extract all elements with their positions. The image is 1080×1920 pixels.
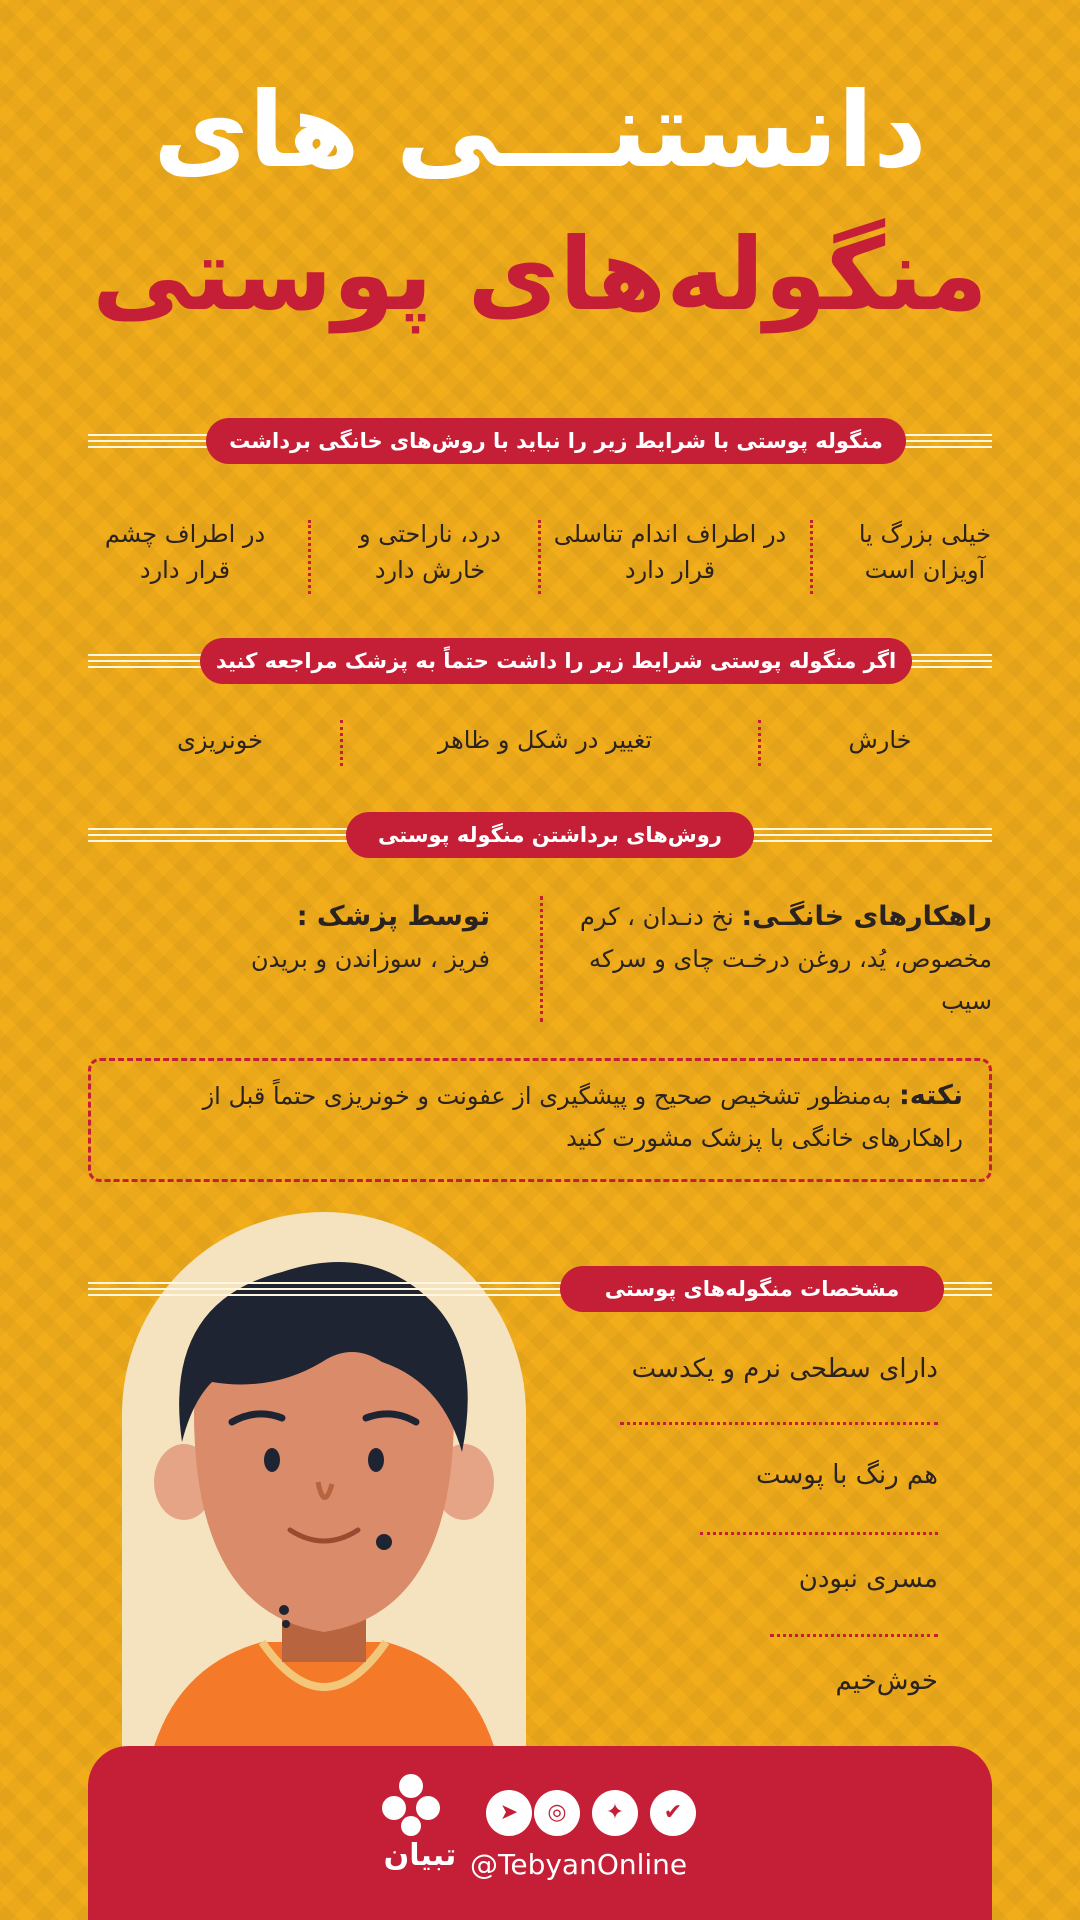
doctor-methods-text: فریز ، سوزاندن و بریدن [251, 945, 490, 973]
verified-icon[interactable]: ✔ [650, 1790, 696, 1836]
title-line-2: منگوله‌های پوستی [92, 216, 988, 333]
condition-item: درد، ناراحتی و خارش دارد [359, 520, 501, 584]
footer [88, 1746, 992, 1920]
doctor-reason-item: خونریزی [177, 726, 263, 754]
section-1-header [88, 418, 992, 464]
condition-item: در اطراف چشم قرار دارد [104, 520, 266, 584]
title-line-1: دانستنـــی های [153, 69, 927, 191]
note-text: به‌منظور تشخیص صحیح و پیشگیری از عفونت و خونریزی حتماً قبل از راهکارهای خانگی با پزشک مشورت کنید [202, 1082, 963, 1152]
tebyan-logo-icon [376, 1772, 446, 1838]
doctor-reason-item: خارش [848, 726, 912, 754]
section-2-heading: اگر منگوله پوستی شرایط زیر را داشت حتماً به پزشک مراجعه کنید [200, 638, 912, 684]
doctor-methods-title: توسط پزشک : [296, 901, 490, 932]
feature-item: خوش‌خیم [835, 1666, 938, 1696]
feature-item: دارای سطحی نرم و یکدست [631, 1354, 938, 1384]
note-label: نکته: [898, 1080, 963, 1111]
doctor-methods [150, 896, 490, 980]
section-3-header [88, 812, 992, 858]
home-remedies [560, 896, 992, 1022]
section-4-header [88, 1266, 992, 1312]
instagram-icon[interactable]: ◎ [534, 1790, 580, 1836]
condition-item: در اطراف اندام تناسلی قرار دارد [553, 520, 787, 584]
section-1-heading: منگوله پوستی با شرایط زیر را نباید با روش‌های خانگی برداشت [206, 418, 906, 464]
telegram-icon[interactable]: ➤ [486, 1790, 532, 1836]
feature-item: مسری نبودن [798, 1564, 938, 1594]
condition-item: خیلی بزرگ یا آویزان است [858, 520, 992, 584]
home-remedies-title: راهکارهای خانگـی: [741, 901, 992, 932]
section-4-heading: مشخصات منگوله‌های پوستی [560, 1266, 944, 1312]
social-handle[interactable]: @TebyanOnline [470, 1848, 688, 1881]
note-box [88, 1058, 992, 1182]
section-3-heading: روش‌های برداشتن منگوله پوستی [346, 812, 754, 858]
doctor-reason-item: تغییر در شکل و ظاهر [437, 726, 653, 754]
brand-name: تبیان [383, 1838, 457, 1873]
home-remedies-text: نخ دنـدان ، کرم مخصوص، یُد، روغن درخـت چای و سرکه سیب [580, 903, 992, 1015]
section-2-header [88, 638, 992, 684]
twitter-icon[interactable]: ✦ [592, 1790, 638, 1836]
feature-item: هم رنگ با پوست [755, 1460, 938, 1490]
